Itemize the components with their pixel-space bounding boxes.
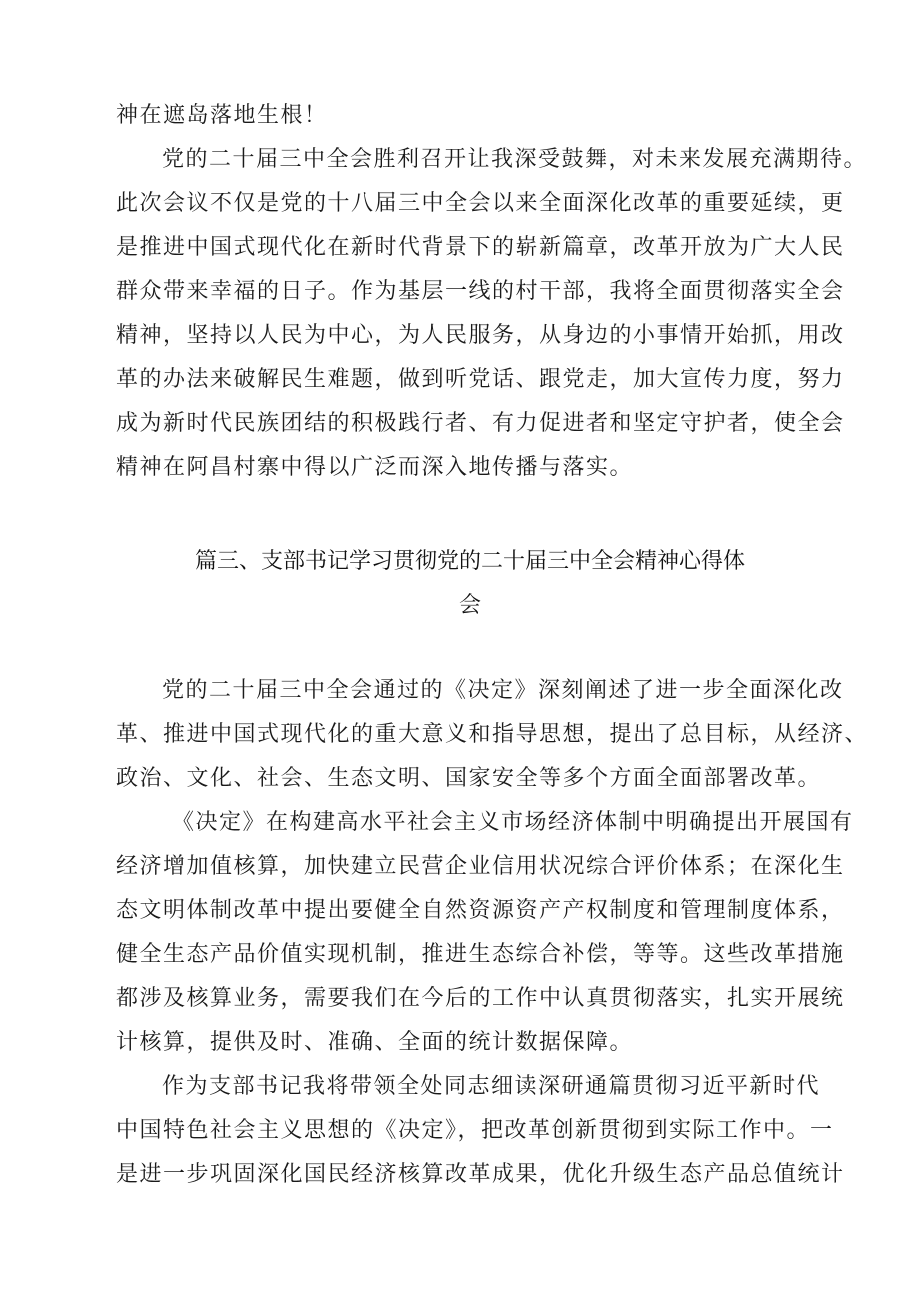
paragraph-line: 是进一步巩固深化国民经济核算改革成果，优化升级生态产品总值统计 — [116, 1162, 845, 1187]
paragraph-line: 态文明体制改革中提出要健全自然资源资产产权制度和管理制度体系， — [116, 898, 845, 923]
paragraph-line: 精神，坚持以人民为中心，为人民服务，从身边的小事情开始抓，用改 — [116, 323, 845, 348]
paragraph-line: 群众带来幸福的日子。作为基层一线的村干部，我将全面贯彻落实全会 — [116, 279, 845, 304]
paragraph-line: 精神在阿昌村寨中得以广泛而深入地传播与落实。 — [116, 455, 634, 480]
paragraph-line: 是推进中国式现代化在新时代背景下的崭新篇章，改革开放为广大人民 — [116, 235, 845, 260]
paragraph-line: 都涉及核算业务，需要我们在今后的工作中认真贯彻落实，扎实开展统 — [116, 986, 845, 1011]
paragraph-line: 中国特色社会主义思想的《决定》，把改革创新贯彻到实际工作中。一 — [116, 1118, 834, 1143]
paragraph-line: 成为新时代民族团结的积极践行者、有力促进者和坚定守护者，使全会 — [116, 411, 845, 436]
paragraph-line: 政治、文化、社会、生态文明、国家安全等多个方面全面部署改革。 — [116, 766, 822, 791]
section-heading-line1: 篇三、支部书记学习贯彻党的二十届三中全会精神心得体 — [194, 549, 745, 574]
paragraph-line: 此次会议不仅是党的十八届三中全会以来全面深化改革的重要延续，更 — [116, 191, 845, 216]
paragraph-line: 党的二十届三中全会胜利召开让我深受鼓舞，对未来发展充满期待。 — [162, 147, 868, 172]
paragraph-line: 革的办法来破解民生难题，做到听党话、跟党走，加大宣传力度，努力 — [116, 367, 845, 392]
paragraph-line: 革、推进中国式现代化的重大意义和指导思想，提出了总目标，从经济、 — [116, 722, 869, 747]
paragraph-line: 健全生态产品价值实现机制，推进生态综合补偿，等等。这些改革措施 — [116, 942, 845, 967]
paragraph-line: 经济增加值核算，加快建立民营企业信用状况综合评价体系；在深化生 — [116, 854, 845, 879]
section-heading-line2: 会 — [458, 593, 481, 618]
paragraph-line: 计核算，提供及时、准确、全面的统计数据保障。 — [116, 1030, 634, 1055]
paragraph-line: 党的二十届三中全会通过的《决定》深刻阐述了进一步全面深化改 — [162, 678, 844, 703]
paragraph-line: 《决定》在构建高水平社会主义市场经济体制中明确提出开展国有 — [172, 810, 854, 835]
paragraph-line: 作为支部书记我将带领全处同志细读深研通篇贯彻习近平新时代 — [162, 1074, 821, 1099]
paragraph-line: 神在遮岛落地生根！ — [116, 103, 328, 128]
